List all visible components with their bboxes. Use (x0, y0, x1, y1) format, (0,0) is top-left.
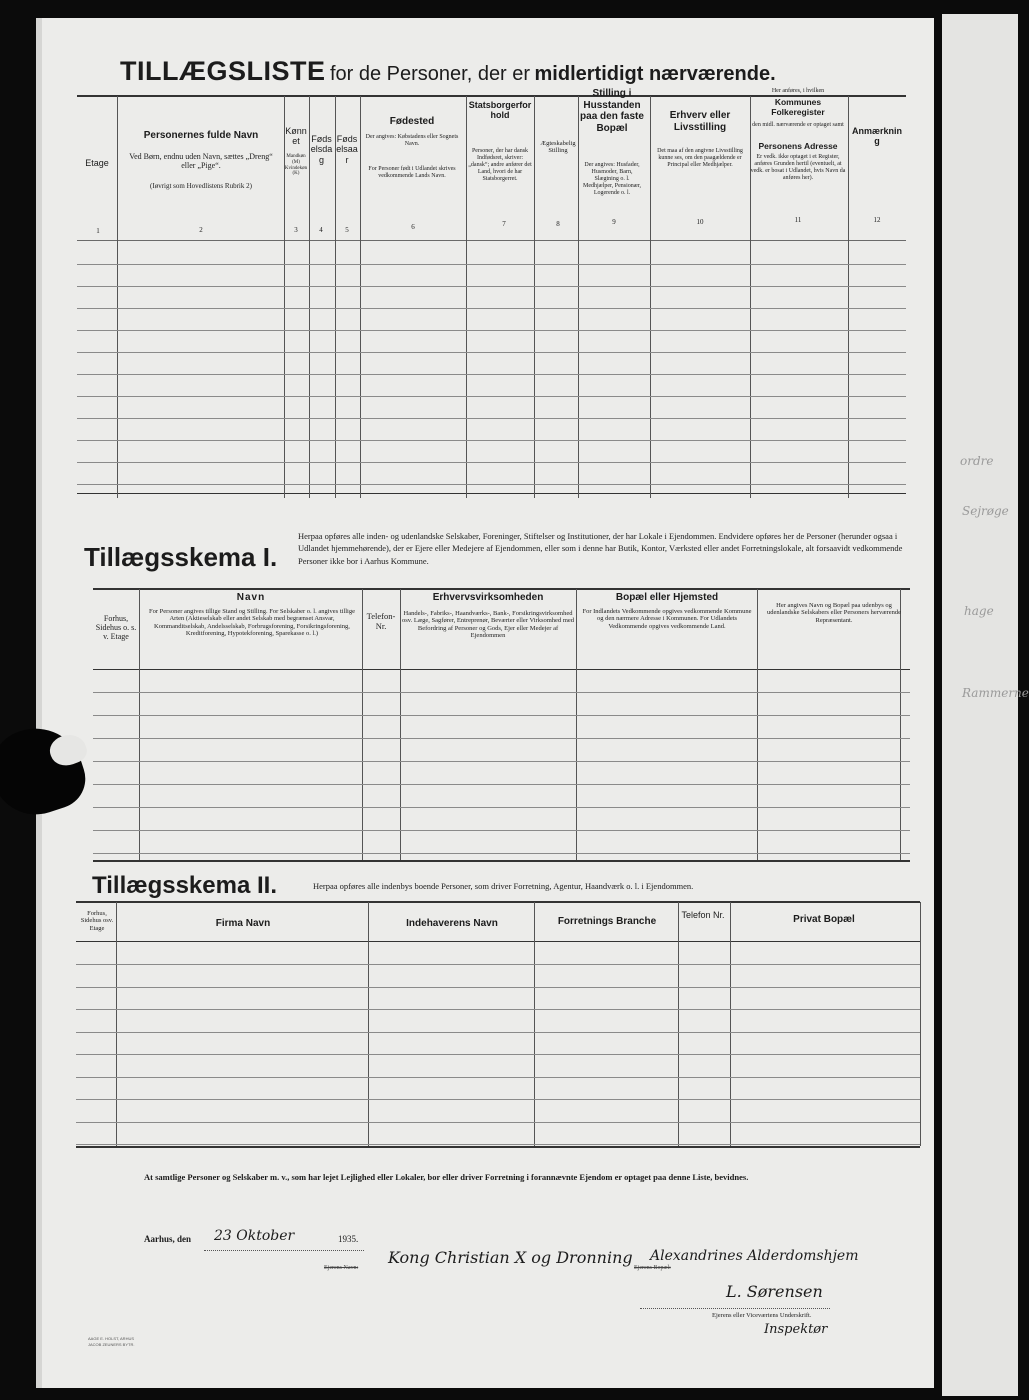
header-kommune: Kommunes Folkeregister (771, 97, 825, 117)
header-fodselsdag: Fødselsdag (310, 134, 333, 165)
header-fodested-note: Der angives: Købstadens eller Sognets Navn. (365, 134, 459, 147)
bopael-handwritten: Alexandrines Alderdomshjem (650, 1248, 859, 1264)
header-stilling: Stilling i Husstanden paa den faste Bopæl (580, 88, 644, 134)
schema1-header-erhverv: Erhvervsvirksomheden (432, 592, 544, 603)
header-aegteskab: Ægteskabelig Stilling (540, 140, 576, 155)
schema1-intro: Herpaa opføres alle inden- og udenlandske Selskaber, Foreninger, Stiftelser og Institutioner, der har Lokale i Ejendommen. Endvidere opføres her de Personer (herunder ogsaa i Udlandet hjemmehørende), der er Ejere eller Medejere af Ejendommen, eller som i denne har Butik, Kontor, Værksted eller andet Forretningslokale, alt forsaavidt vedkommende Personer ikke bor i Aarhus Kommune. (298, 531, 903, 566)
header-anmaerkning: Anmærkning (851, 126, 902, 147)
header-erhverv: Erhverv eller Livsstilling (669, 110, 731, 133)
owner-label: Ejerens Navn: (324, 1265, 359, 1271)
year-text: 1935. (338, 1234, 359, 1244)
schema1-header-repr: Her angives Navn og Bopæl paa udenbys og udenlandske Selskabers eller Personers herværende Repræsentant. (767, 602, 901, 624)
main-title (120, 56, 776, 87)
schema2-header-firma: Firma Navn (215, 918, 271, 929)
schema2-title: Tillægsskema II. (92, 872, 277, 899)
schema1-header-bopael: Bopæl eller Hjemsted (615, 592, 719, 603)
margin-note: Rammerne (962, 686, 1029, 700)
header-erhverv-note: Det maa af den angivne Livsstilling kunne ses, om den paagældende er Principal eller Medhjælper. (657, 148, 743, 168)
header-statsborger: Statsborgerforhold (468, 100, 532, 121)
header-stilling-note: Der angives: Husfader, Husmoder, Barn, Slægtning o. l. Medhjælper, Pensionær, Logerende o. l. (582, 162, 642, 196)
column-number: 3 (294, 226, 298, 234)
printer-imprint: AAGE E. HOLST, ARHUS JACOB ZEUNERS BYTR. (88, 1336, 135, 1347)
column-number: 2 (199, 226, 203, 234)
schema1-header-navn-note: For Personer angives tillige Stand og Stilling. For Selskaber o. l. angives tillige Arten (Aktieselskab eller andet Selskab med begrænset Ansvar, Kommanditselskab, Andelsselskab, Forbrugsforening, Forsikringsforening, Kreditforening, Hypotekforening, Sparekasse o. l.) (149, 608, 355, 638)
main-title-big: TILLÆGSLISTE (120, 56, 326, 86)
column-number: 6 (411, 223, 415, 231)
column-number: 1 (96, 227, 100, 235)
schema2-header-indehaver: Indehaverens Navn (406, 918, 498, 929)
header-kon-note: Mandkøn (M) Kvindekøn (K) (284, 154, 308, 177)
header-kommune-pre: Her anføres, i hvilken (771, 88, 825, 94)
header-fodested: Fødested (389, 116, 435, 127)
margin-note: ordre (960, 454, 994, 468)
header-kommune-adresse: Personens Adresse (758, 141, 838, 151)
schema2-header-telefon: Telefon Nr. (681, 910, 725, 920)
schema2-intro: Herpaa opføres alle indenbys boende Personer, som driver Forretning, Agentur, Haandværk o. l. i Ejendommen. (313, 881, 694, 891)
owner-handwritten: Kong Christian X og Dronning (388, 1248, 633, 1267)
schema1-header-bopael-note: For Indlandets Vedkommende opgives vedkommende Kommune og den nærmere Adresse i Kommunen. For Udlandets Vedkommende opgives vedkommende Land. (582, 608, 752, 630)
schema1-header-erhverv-note: Handels-, Fabriks-, Haandværks-, Bank-, Forsikringsvirksomhed osv. Læge, Sagfører, Entreprenør, Beværter eller Virksomhed med Befordring af Personer og Gods, Ejer eller Medejer af Ejendommen (402, 610, 575, 640)
header-kommune-mid: den midl. nærværende er optaget samt (752, 122, 844, 128)
bopael-label: Ejerens Bopæl: (634, 1265, 671, 1271)
column-number: 10 (696, 218, 704, 226)
schema1-header-etage: Forhus, Sidehus o. s. v. Etage (95, 614, 137, 642)
column-number: 12 (873, 216, 881, 224)
header-statsborger-note: Personer, der har dansk Indfødsret, skriver: „dansk“; andre anfører det Land, hvori de har Statsborgerret. (468, 148, 532, 182)
main-title-bold: midlertidigt nærværende. (534, 63, 776, 85)
column-number: 9 (612, 218, 616, 226)
header-fodested-note2: For Personer født i Udlandet skrives vedkommende Lands Navn. (368, 166, 456, 179)
column-number: 8 (556, 220, 560, 228)
header-kon: Kønnet (285, 126, 307, 147)
header-etage: Etage (85, 158, 109, 168)
schema2-header-etage: Forhus, Sidehus osv. Etage (80, 910, 114, 932)
header-kommune-note: Er vedk. ikke optaget i et Register, anføres Grunden hertil (eventuelt, at vedk. er bosat i Udlandet, hvis Navn da anføres her). (750, 154, 846, 181)
title-handwritten: Inspektør (764, 1322, 828, 1337)
schema2-header-bopael: Privat Bopæl (793, 914, 855, 925)
column-number: 4 (319, 226, 323, 234)
schema2-header-branche: Forretnings Branche (557, 916, 657, 927)
signer-label: Ejerens eller Viceværtens Underskrift. (712, 1312, 812, 1319)
column-number: 5 (345, 226, 349, 234)
schema1-title: Tillægsskema I. (84, 542, 278, 572)
column-number: 11 (794, 216, 802, 224)
date-handwritten: 23 Oktober (214, 1228, 295, 1244)
schema1-header-navn: Navn (236, 592, 266, 603)
column-number: 7 (502, 220, 506, 228)
header-navn-note: Ved Børn, endnu uden Navn, sættes „Dreng“ eller „Pige“. (129, 152, 273, 171)
margin-note: hage (964, 604, 994, 618)
schema1-header-telefon: Telefon-Nr. (366, 611, 396, 631)
margin-note: Sejrøge (962, 504, 1009, 518)
city-date-label: Aarhus, den (144, 1234, 192, 1244)
header-fodselsaar: Fødselsaar (336, 134, 358, 165)
form-page (36, 18, 934, 1388)
signature-handwritten: L. Sørensen (726, 1282, 823, 1301)
header-navn-note2: (Iøvrigt som Hovedlistens Rubrik 2) (150, 182, 252, 190)
header-navn: Personernes fulde Navn (143, 130, 259, 141)
main-title-rest: for de Personer, der er (329, 63, 531, 85)
adjacent-page (942, 14, 1029, 1396)
certify-text: At samtlige Personer og Selskaber m. v., som har lejet Lejlighed eller Lokaler, bor eller driver Forretning i forannævnte Ejendom er optaget paa denne Liste, bevidnes. (144, 1172, 749, 1182)
